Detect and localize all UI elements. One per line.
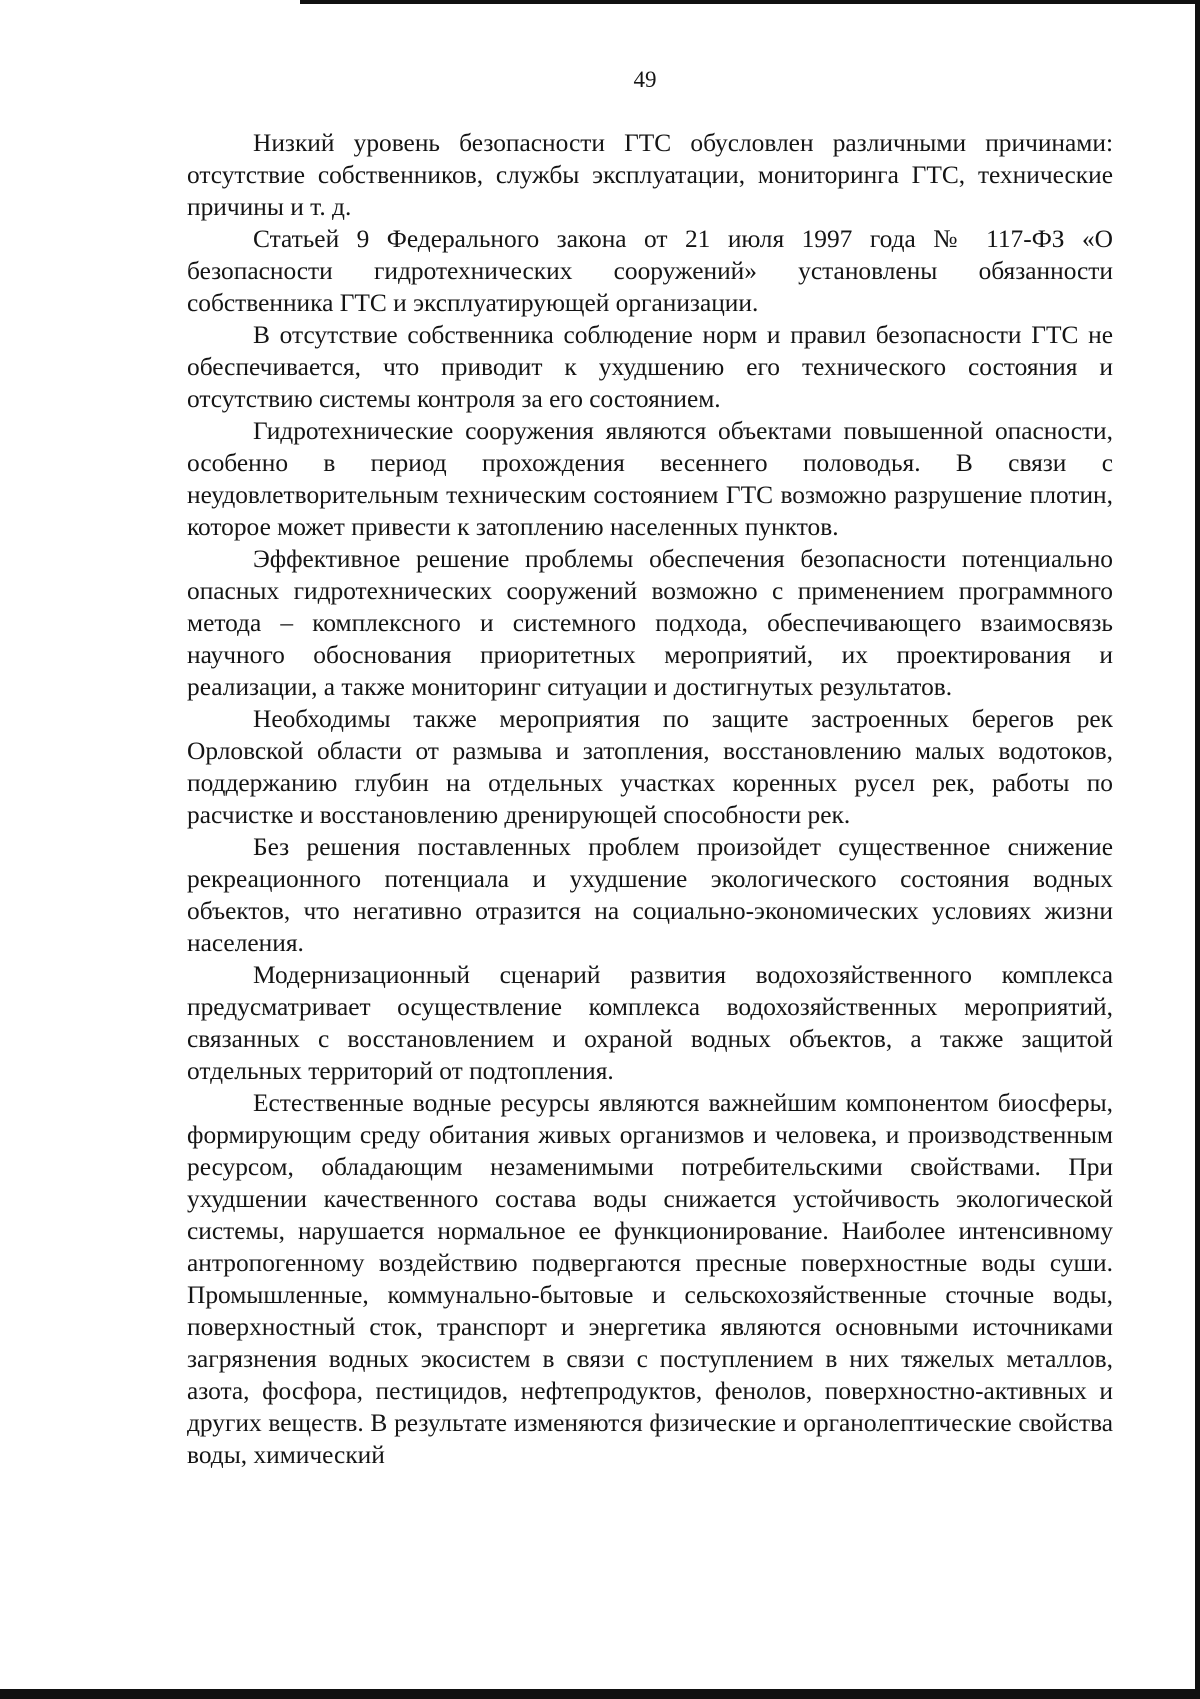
paragraph: Естественные водные ресурсы являются важнейшим компонентом биосферы, формирующим среду обитания живых организмов и человека, и производственным ресурсом, обладающим незаменимыми потребительскими свойствами. При ухудшении качественного состава воды снижается устойчивость экологической системы, нарушается нормальное ее функционирование. Наиболее интенсивному антропогенному воздействию подвергаются пресные поверхностные воды суши. Промышленные, коммунально-бытовые и сельскохозяйственные сточные воды, поверхностный сток, транспорт и энергетика являются основными источниками загрязнения водных экосистем в связи с поступлением в них тяжелых металлов, азота, фосфора, пестицидов, нефтепродуктов, фенолов, поверхностно-активных и других веществ. В результате изменяются физические и органолептические свойства воды, химический bbox=[187, 1089, 1113, 1469]
scan-edge-bottom bbox=[0, 1689, 1200, 1699]
paragraph: Необходимы также мероприятия по защите застроенных берегов рек Орловской области от размыва и затопления, восстановлению малых водотоков, поддержанию глубин на отдельных участках коренных русел рек, работы по расчистке и восстановлению дренирующей способности рек. bbox=[187, 705, 1113, 829]
paragraph: Модернизационный сценарий развития водохозяйственного комплекса предусматривает осуществление комплекса водохозяйственных мероприятий, связанных с восстановлением и охраной водных объектов, а также защитой отдельных территорий от подтопления. bbox=[187, 961, 1113, 1085]
scan-edge-right bbox=[1195, 0, 1200, 1699]
paragraph: Эффективное решение проблемы обеспечения безопасности потенциально опасных гидротехнических сооружений возможно с применением программного метода – комплексного и системного подхода, обеспечивающего взаимосвязь научного обоснования приоритетных мероприятий, их проектирования и реализации, а также мониторинг ситуации и достигнутых результатов. bbox=[187, 545, 1113, 701]
document-body bbox=[187, 127, 1113, 1471]
paragraph: Без решения поставленных проблем произойдет существенное снижение рекреационного потенциала и ухудшение экологического состояния водных объектов, что негативно отразится на социально-экономических условиях жизни населения. bbox=[187, 833, 1113, 957]
scan-edge-top bbox=[300, 0, 1200, 4]
paragraph: Статьей 9 Федерального закона от 21 июля 1997 года № 117-ФЗ «О безопасности гидротехнических сооружений» установлены обязанности собственника ГТС и эксплуатирующей организации. bbox=[187, 225, 1113, 317]
paragraph: Низкий уровень безопасности ГТС обусловлен различными причинами: отсутствие собственников, службы эксплуатации, мониторинга ГТС, технические причины и т. д. bbox=[187, 129, 1113, 221]
page-number: 49 bbox=[633, 67, 657, 92]
paragraph: Гидротехнические сооружения являются объектами повышенной опасности, особенно в период прохождения весеннего половодья. В связи с неудовлетворительным техническим состоянием ГТС возможно разрушение плотин, которое может привести к затоплению населенных пунктов. bbox=[187, 417, 1113, 541]
paragraph: В отсутствие собственника соблюдение норм и правил безопасности ГТС не обеспечивается, что приводит к ухудшению его технического состояния и отсутствию системы контроля за его состоянием. bbox=[187, 321, 1113, 413]
